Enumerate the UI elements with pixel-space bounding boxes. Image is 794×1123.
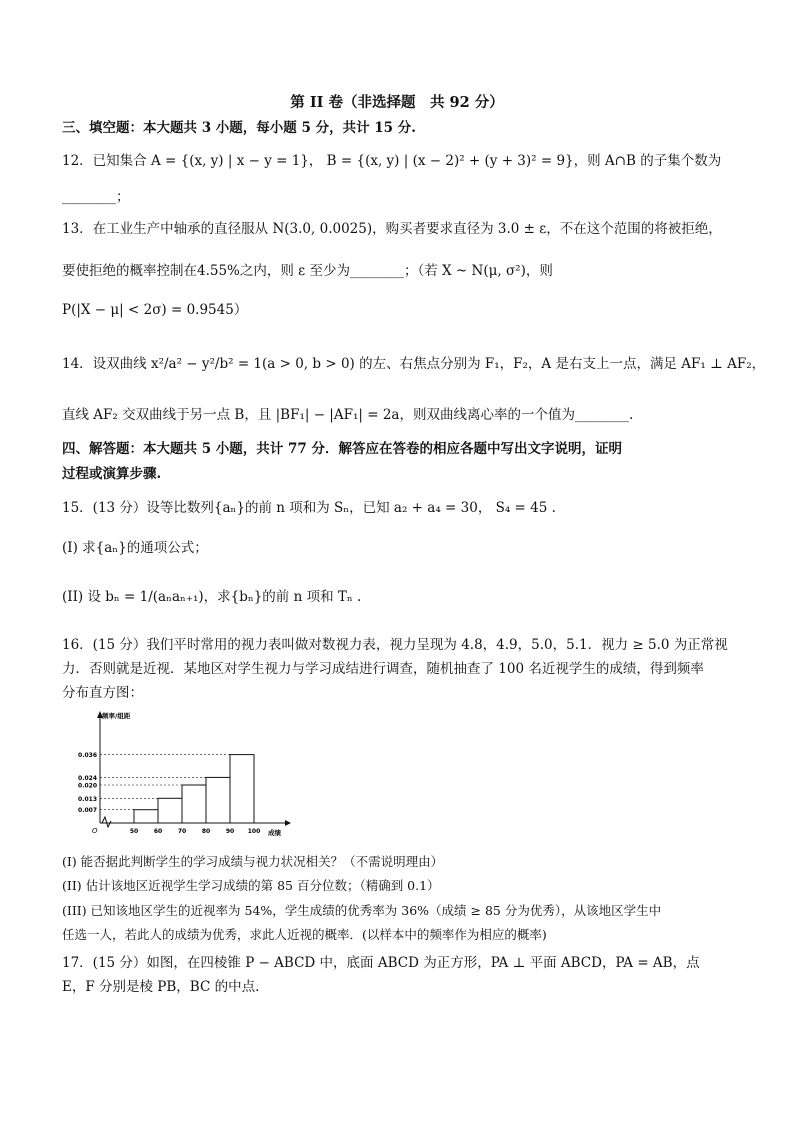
y-tick-label: 0.024: [78, 774, 97, 782]
section-title: 第 II 卷（非选择题 共 92 分）: [290, 94, 504, 111]
q15-text: 15．(13 分）设等比数列{aₙ}的前 n 项和为 Sₙ，已知 a₂ + a₄ = 30， S₄ = 45 .: [62, 500, 556, 516]
q16-text-2: 力．否则就是近视．某地区对学生视力与学习成结进行调查，随机抽查了 100 名近视学生的成绩，得到频率: [62, 661, 704, 677]
part3-heading: 三、填空题：本大题共 3 小题，每小题 5 分，共计 15 分.: [62, 120, 416, 136]
q15-part1: (I) 求{aₙ}的通项公式；: [62, 540, 208, 556]
x-tick-label: 80: [201, 828, 211, 835]
histogram-bar: [134, 810, 158, 823]
q17-text-2: E，F 分别是棱 PB，BC 的中点.: [62, 979, 260, 995]
y-tick-label: 0.036: [78, 752, 97, 760]
x-axis-arrow: [285, 820, 291, 826]
part4-heading-2: 过程或演算步骤.: [62, 466, 162, 482]
q13-text: 13．在工业生产中轴承的直径服从 N(3.0, 0.0025)，购买者要求直径为 3.0 ± ε，不在这个范围的将被拒绝，: [62, 221, 722, 237]
x-tick-label: 70: [177, 828, 187, 835]
q12-text: 12．已知集合 A = {(x, y) | x − y = 1}， B = {(x, y) | (x − 2)² + (y + 3)² = 9}，则 A∩B 的子集个数为: [62, 153, 722, 169]
x-tick-label: 100: [247, 828, 261, 835]
x-tick-label: 90: [225, 828, 235, 835]
frequency-histogram: [60, 708, 300, 838]
part4-heading: 四、解答题：本大题共 5 小题，共计 77 分．解答应在答卷的相应各题中写出文字说明，证明: [62, 441, 622, 457]
histogram-bar: [158, 798, 182, 823]
y-tick-label: 0.013: [78, 795, 97, 803]
x-axis-label: 成绩: [268, 829, 281, 837]
q16-sub3: (III) 已知该地区学生的近视率为 54%，学生成绩的优秀率为 36%（成绩 ≥ 85 分为优秀），从该地区学生中: [62, 903, 662, 918]
q16-sub3-2: 任选一人，若此人的成绩为优秀，求此人近视的概率．(以样本中的频率作为相应的概率): [62, 927, 547, 942]
q16-text: 16．(15 分）我们平时常用的视力表叫做对数视力表，视力呈现为 4.8，4.9，5.0，5.1．视力 ≥ 5.0 为正常视: [62, 637, 728, 653]
q14-text-2: 直线 AF₂ 交双曲线于另一点 B，且 |BF₁| − |AF₁| = 2a，则双曲线离心率的一个值为________.: [62, 407, 634, 423]
histogram-bar: [182, 785, 206, 823]
origin-label: O: [92, 827, 98, 835]
q17-text: 17．(15 分）如图，在四棱锥 P − ABCD 中，底面 ABCD 为正方形，PA ⊥ 平面 ABCD，PA = AB，点: [62, 955, 700, 971]
x-tick-label: 60: [153, 828, 163, 835]
q16-text-3: 分布直方图：: [62, 685, 143, 701]
q15-part2: (II) 设 bₙ = 1/(aₙaₙ₊₁)，求{bₙ}的前 n 项和 Tₙ .: [62, 589, 362, 605]
q16-sub1: (I) 能否据此判断学生的学习成绩与视力状况相关？（不需说明理由）: [62, 854, 444, 869]
q13-text-3: P(|X − μ| < 2σ) = 0.9545）: [62, 302, 248, 318]
histogram-bar: [230, 755, 254, 823]
q13-text-2: 要使拒绝的概率控制在4.55%之内，则 ε 至少为________；（若 X ~ N(μ, σ²)，则: [62, 263, 553, 279]
q14-text: 14．设双曲线 x²/a² − y²/b² = 1(a > 0, b > 0) 的左、右焦点分别为 F₁，F₂，A 是右支上一点，满足 AF₁ ⊥ AF₂，: [62, 356, 766, 372]
y-tick-label: 0.020: [78, 782, 97, 790]
x-tick-label: 50: [129, 828, 139, 835]
q16-sub2: (II) 估计该地区近视学生学习成绩的第 85 百分位数；（精确到 0.1）: [62, 878, 440, 893]
histogram-bar: [206, 777, 230, 823]
y-tick-label: 0.007: [78, 807, 97, 815]
axis-break: [102, 817, 111, 827]
q12-blank: ________；: [62, 189, 130, 205]
y-axis-label: 频率/组距: [102, 712, 131, 720]
